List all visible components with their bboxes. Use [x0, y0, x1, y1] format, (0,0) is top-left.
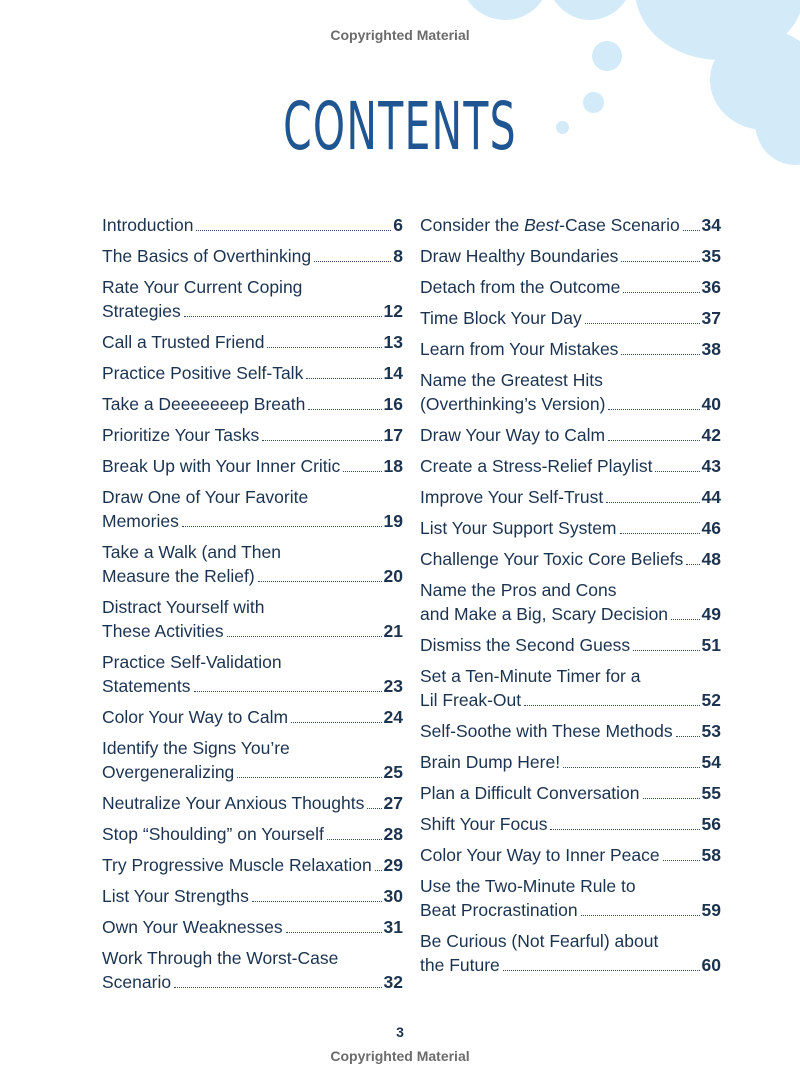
dot-leader [367, 808, 381, 809]
toc-entry-line [102, 299, 403, 323]
toc-entry[interactable] [102, 595, 403, 643]
toc-page-number: 16 [383, 394, 403, 414]
toc-entry-title: Brain Dump Here! [420, 752, 561, 772]
toc-page-number: 35 [701, 246, 721, 266]
toc-entry-title: Scenario [102, 972, 172, 992]
toc-entry-line [102, 674, 403, 698]
toc-entry-line [420, 781, 721, 805]
toc-page-number: 40 [701, 394, 721, 414]
toc-page-number: 30 [383, 886, 403, 906]
toc-page-number: 29 [383, 855, 403, 875]
toc-entry-line [102, 791, 403, 815]
toc-entry[interactable] [102, 213, 403, 237]
toc-page-number: 51 [701, 635, 721, 655]
toc-entry-line [420, 874, 721, 898]
toc-entry-title: Dismiss the Second Guess [420, 635, 631, 655]
toc-entry-line [420, 306, 721, 330]
toc-entry-line [102, 392, 403, 416]
toc-entry-title: Try Progressive Muscle Relaxation [102, 855, 372, 875]
toc-entry-title: Stop “Shoulding” on Yourself [102, 824, 324, 844]
toc-entry[interactable] [420, 516, 721, 540]
dot-leader [237, 777, 381, 778]
dot-leader [671, 619, 699, 620]
toc-page-number: 32 [383, 972, 403, 992]
toc-entry-title: Statements [102, 676, 191, 696]
toc-title-segment: -Case Scenario [559, 215, 680, 235]
toc-entry-line [102, 650, 403, 674]
toc-entry-line [102, 540, 403, 564]
dot-leader [606, 502, 699, 503]
toc-page-number: 17 [383, 425, 403, 445]
toc-title-segment: Best [524, 215, 560, 235]
dot-leader [308, 409, 381, 410]
toc-entry-title: Lil Freak-Out [420, 690, 522, 710]
toc-entry-line [420, 843, 721, 867]
toc-page-number: 52 [701, 690, 721, 710]
toc-page-number: 56 [701, 814, 721, 834]
toc-entry-title: Draw Your Way to Calm [420, 425, 606, 445]
toc-page-number: 20 [383, 566, 403, 586]
toc-entry[interactable] [102, 361, 403, 385]
toc-entry-title: Self-Soothe with These Methods [420, 721, 673, 741]
toc-page-number: 59 [701, 900, 721, 920]
toc-entry-title: Identify the Signs You’re [102, 738, 290, 758]
dot-leader [621, 261, 699, 262]
toc-entry-title: Rate Your Current Coping [102, 277, 303, 297]
toc-entry[interactable] [420, 368, 721, 416]
toc-page-number: 34 [701, 215, 721, 235]
toc-entry[interactable] [420, 306, 721, 330]
dot-leader [633, 650, 699, 651]
toc-entry-line [102, 736, 403, 760]
toc-entry[interactable] [420, 578, 721, 626]
dot-leader [184, 316, 382, 317]
toc-entry-title: Prioritize Your Tasks [102, 425, 260, 445]
toc-entry[interactable] [420, 275, 721, 299]
toc-entry-line [420, 898, 721, 922]
toc-entry-line [102, 564, 403, 588]
toc-entry-title: Set a Ten-Minute Timer for a [420, 666, 641, 686]
toc-entry-title: Draw One of Your Favorite [102, 487, 309, 507]
toc-entry-line [420, 213, 721, 237]
toc-entry-line [102, 213, 403, 237]
toc-entry[interactable] [102, 853, 403, 877]
dot-leader [194, 691, 382, 692]
toc-entry[interactable] [420, 337, 721, 361]
toc-entry-title: Distract Yourself with [102, 597, 265, 617]
dot-leader [608, 409, 699, 410]
toc-page-number: 42 [701, 425, 721, 445]
toc-entry[interactable] [420, 781, 721, 805]
toc-page-number: 46 [701, 518, 721, 538]
toc-entry-line [102, 275, 403, 299]
toc-page-number: 13 [383, 332, 403, 352]
toc-page-number: 43 [701, 456, 721, 476]
toc-entry-title: (Overthinking’s Version) [420, 394, 606, 414]
dot-leader [550, 829, 699, 830]
toc-entry-title: Use the Two-Minute Rule to [420, 876, 636, 896]
toc-entry-line [420, 812, 721, 836]
toc-entry-title: Overgeneralizing [102, 762, 235, 782]
toc-entry-line [102, 361, 403, 385]
toc-page-number: 24 [383, 707, 403, 727]
toc-page-number: 31 [383, 917, 403, 937]
toc-column-right [420, 213, 721, 984]
dot-leader [227, 636, 382, 637]
toc-page-number: 25 [383, 762, 403, 782]
toc-entry[interactable] [102, 946, 403, 994]
toc-page-number: 55 [701, 783, 721, 803]
toc-entry-title: Break Up with Your Inner Critic [102, 456, 341, 476]
dot-leader [182, 526, 382, 527]
toc-entry-line [420, 633, 721, 657]
toc-page-number: 36 [701, 277, 721, 297]
copyright-notice-top: Copyrighted Material [330, 27, 470, 43]
toc-entry-title: Memories [102, 511, 179, 531]
toc-entry-title [420, 213, 680, 237]
toc-page-number: 21 [383, 621, 403, 641]
toc-entry-line [102, 884, 403, 908]
toc-entry-line [102, 423, 403, 447]
page-number: 3 [396, 1024, 404, 1040]
dot-leader [343, 471, 381, 472]
toc-entry-title: Color Your Way to Inner Peace [420, 845, 660, 865]
toc-entry-line [102, 244, 403, 268]
toc-entry-line [102, 619, 403, 643]
dot-leader [291, 722, 381, 723]
toc-entry-title: Improve Your Self-Trust [420, 487, 604, 507]
toc-entry[interactable] [420, 812, 721, 836]
dot-leader [327, 839, 382, 840]
toc-column-left [102, 213, 403, 1001]
toc-page-number: 48 [701, 549, 721, 569]
toc-entry-line [102, 595, 403, 619]
toc-entry[interactable] [102, 392, 403, 416]
toc-entry-line [420, 929, 721, 953]
toc-page-number: 19 [383, 511, 403, 531]
toc-entry-title: Neutralize Your Anxious Thoughts [102, 793, 365, 813]
toc-entry[interactable] [420, 244, 721, 268]
toc-page-number: 38 [701, 339, 721, 359]
dot-leader [314, 261, 391, 262]
toc-entry-line [420, 664, 721, 688]
dot-leader [196, 230, 391, 231]
toc-entry-line [420, 578, 721, 602]
toc-entry-title: Call a Trusted Friend [102, 332, 265, 352]
dot-leader [581, 915, 700, 916]
toc-entry-title: Work Through the Worst-Case [102, 948, 339, 968]
toc-entry-line [420, 423, 721, 447]
toc-entry-title: Practice Self-Validation [102, 652, 282, 672]
toc-entry-line [420, 485, 721, 509]
toc-entry-title: Challenge Your Toxic Core Beliefs [420, 549, 684, 569]
toc-entry-line [420, 368, 721, 392]
toc-entry-line [420, 454, 721, 478]
toc-page-number: 44 [701, 487, 721, 507]
toc-page-number: 37 [701, 308, 721, 328]
toc-entry-title: List Your Strengths [102, 886, 249, 906]
dot-leader [683, 230, 700, 231]
toc-entry-line [102, 705, 403, 729]
toc-entry-line [102, 970, 403, 994]
toc-entry[interactable] [420, 874, 721, 922]
toc-entry-title: Plan a Difficult Conversation [420, 783, 640, 803]
dot-leader [663, 860, 700, 861]
toc-entry-title: Learn from Your Mistakes [420, 339, 619, 359]
toc-entry-title: Beat Procrastination [420, 900, 578, 920]
toc-entry[interactable] [420, 485, 721, 509]
toc-entry-line [420, 516, 721, 540]
toc-entry[interactable] [420, 454, 721, 478]
toc-entry[interactable] [102, 650, 403, 698]
toc-entry[interactable] [102, 884, 403, 908]
toc-entry-line [420, 688, 721, 712]
toc-entry-line [102, 330, 403, 354]
toc-entry-title: Time Block Your Day [420, 308, 582, 328]
toc-page-number: 27 [383, 793, 403, 813]
toc-entry[interactable] [420, 750, 721, 774]
dot-leader [524, 705, 699, 706]
cloud-bubble [460, 0, 550, 20]
toc-page-number: 54 [701, 752, 721, 772]
toc-entry-line [102, 822, 403, 846]
toc-entry-title: Name the Greatest Hits [420, 370, 603, 390]
toc-entry-line [102, 915, 403, 939]
toc-page-number: 28 [383, 824, 403, 844]
toc-entry-title: Strategies [102, 301, 181, 321]
toc-entry-line [420, 392, 721, 416]
toc-entry[interactable] [102, 791, 403, 815]
dot-leader [608, 440, 699, 441]
cloud-bubble [592, 41, 622, 71]
toc-entry-title: Practice Positive Self-Talk [102, 363, 304, 383]
dot-leader [262, 440, 381, 441]
toc-entry[interactable] [102, 244, 403, 268]
toc-entry-title: Measure the Relief) [102, 566, 255, 586]
toc-entry[interactable] [102, 454, 403, 478]
toc-entry[interactable] [420, 547, 721, 571]
toc-entry-title: Draw Healthy Boundaries [420, 246, 619, 266]
toc-entry[interactable] [102, 915, 403, 939]
toc-entry-line [420, 547, 721, 571]
toc-page-number: 14 [383, 363, 403, 383]
toc-entry[interactable] [102, 485, 403, 533]
toc-entry-title: and Make a Big, Scary Decision [420, 604, 669, 624]
toc-entry-line [102, 760, 403, 784]
toc-entry-line [420, 750, 721, 774]
toc-entry-title: These Activities [102, 621, 224, 641]
toc-entry[interactable] [420, 929, 721, 977]
page-title: CONTENTS [283, 88, 517, 165]
toc-entry[interactable] [420, 423, 721, 447]
dot-leader [375, 870, 382, 871]
toc-entry-title: Name the Pros and Cons [420, 580, 617, 600]
toc-entry[interactable] [102, 275, 403, 323]
toc-entry[interactable] [420, 843, 721, 867]
toc-entry[interactable] [102, 330, 403, 354]
toc-page-number: 6 [393, 215, 403, 235]
toc-entry[interactable] [102, 705, 403, 729]
toc-page-number: 58 [701, 845, 721, 865]
dot-leader [620, 533, 700, 534]
dot-leader [621, 354, 699, 355]
toc-entry-line [102, 853, 403, 877]
toc-entry[interactable] [420, 213, 721, 237]
toc-entry[interactable] [102, 736, 403, 784]
dot-leader [655, 471, 699, 472]
toc-entry-line [102, 485, 403, 509]
toc-page-number: 12 [383, 301, 403, 321]
toc-entry-line [420, 602, 721, 626]
toc-title-segment: Consider the [420, 215, 525, 235]
dot-leader [585, 323, 700, 324]
toc-entry-title: Own Your Weaknesses [102, 917, 283, 937]
toc-entry[interactable] [102, 822, 403, 846]
copyright-notice-bottom: Copyrighted Material [330, 1048, 470, 1064]
dot-leader [686, 564, 699, 565]
toc-entry[interactable] [102, 540, 403, 588]
toc-entry-title: Create a Stress-Relief Playlist [420, 456, 653, 476]
dot-leader [286, 932, 382, 933]
toc-entry-line [420, 244, 721, 268]
toc-entry-title: Detach from the Outcome [420, 277, 621, 297]
dot-leader [503, 970, 700, 971]
toc-entry-title: List Your Support System [420, 518, 617, 538]
dot-leader [258, 581, 382, 582]
toc-page-number: 8 [393, 246, 403, 266]
toc-entry-title: Take a Walk (and Then [102, 542, 281, 562]
dot-leader [643, 798, 700, 799]
toc-entry-title: Be Curious (Not Fearful) about [420, 931, 659, 951]
toc-entry[interactable] [420, 719, 721, 743]
dot-leader [267, 347, 381, 348]
dot-leader [252, 901, 382, 902]
toc-entry-line [420, 953, 721, 977]
toc-entry-line [420, 719, 721, 743]
toc-entry-line [102, 509, 403, 533]
toc-entry[interactable] [420, 664, 721, 712]
toc-page-number: 60 [701, 955, 721, 975]
dot-leader [306, 378, 381, 379]
toc-entry-title: Color Your Way to Calm [102, 707, 289, 727]
toc-page-number: 49 [701, 604, 721, 624]
toc-entry-line [420, 275, 721, 299]
dot-leader [676, 736, 700, 737]
toc-entry-title: Shift Your Focus [420, 814, 548, 834]
toc-entry-title: Introduction [102, 215, 194, 235]
toc-entry-title: the Future [420, 955, 500, 975]
toc-page-number: 53 [701, 721, 721, 741]
toc-entry-line [102, 454, 403, 478]
toc-entry-title: Take a Deeeeeeep Breath [102, 394, 306, 414]
dot-leader [623, 292, 699, 293]
toc-entry-line [102, 946, 403, 970]
dot-leader [563, 767, 699, 768]
toc-entry-title: The Basics of Overthinking [102, 246, 312, 266]
toc-entry[interactable] [420, 633, 721, 657]
cloud-bubble [545, 0, 635, 20]
toc-page-number: 23 [383, 676, 403, 696]
toc-page-number: 18 [383, 456, 403, 476]
dot-leader [174, 987, 381, 988]
toc-entry[interactable] [102, 423, 403, 447]
toc-entry-line [420, 337, 721, 361]
